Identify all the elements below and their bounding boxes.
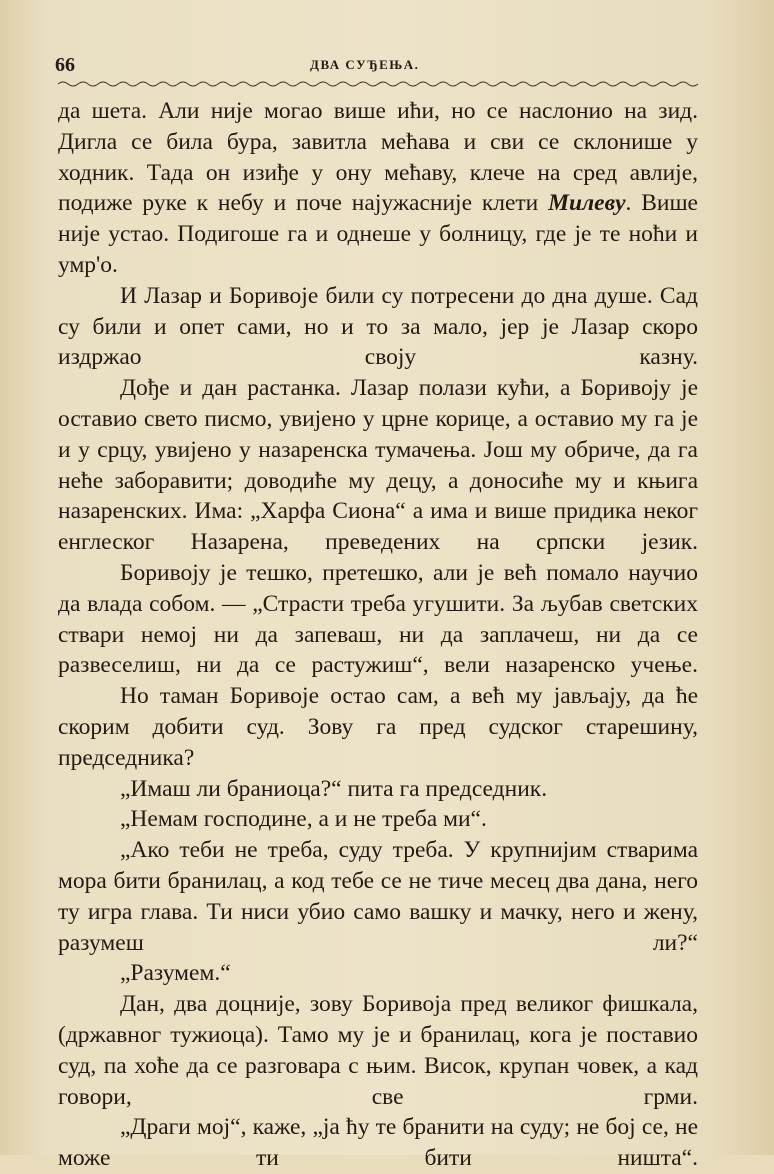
paragraph: Дође и дан растанка. Лазар полази кући, а Боривоју је оставио свето писмо, увијено у црне корице, а оставио му га је и у срцу, увијено у назаренска тумачења. Још му обриче, да га неће заборавити; доводиће му децу, а доносиће му и књига назаренских. Има: „Харфа Сиона“ а има и више придика неког енглеског Назарена, преведених на српски језик. bbox=[58, 375, 698, 556]
page-header bbox=[55, 54, 695, 78]
dialogue-line: „Имаш ли браниоца?“ пита га председник. bbox=[120, 775, 548, 802]
dialogue-line: „Немам господине, а и не треба ми“. bbox=[120, 806, 487, 833]
page-number: 66 bbox=[55, 54, 75, 76]
body-text bbox=[58, 96, 698, 1174]
paragraph: И Лазар и Боривоје били су потресени до дна душе. Сад су били и опет сами, но и то за мало, јер је Лазар скоро издржао своју казну. bbox=[58, 282, 698, 371]
emphasized-name: Милеву bbox=[548, 190, 626, 217]
running-title: ДВА СУЂЕЊА. bbox=[310, 57, 420, 72]
paragraph: Боривоју је тешко, претешко, али је већ помало научио да влада собом. — „Страсти треба угушити. За љубав светских ствари немој ни да запеваш, ни да заплачеш, ни да се развеселиш, ни да се растужиш“, вели назаренско учење. bbox=[58, 559, 698, 679]
paragraph: Но таман Боривоје остао сам, а већ му јављају, да ће скорим добити суд. Зову га пред судског старешину, председника? bbox=[58, 683, 698, 771]
paragraph: „Драги мој“, каже, „ја ћу те бранити на суду; не бој се, не може ти бити ништа“. bbox=[58, 1114, 698, 1172]
paragraph: да шета. Али није могао више ићи, но се наслонио на зид. Дигла се била бура, завитла мећава и сви се склонише у ходник. Тада он изиђе у ону мећаву, клече на сред авлије, подиже руке к небу и поче најужасније клети Милеву. Више није устао. Подигоше га и однеше у болницу, где је те ноћи и умр'о. bbox=[58, 98, 698, 278]
paragraph: „Ако теби не треба, суду треба. У крупнијим стварима мора бити бранилац, а код тебе се не тиче месец два дана, него ту игра глава. Ти ниси убио само вашку и мачку, него и жену, разумеш ли?“ bbox=[58, 837, 698, 956]
header-wavy-rule bbox=[58, 80, 698, 88]
dialogue-line: „Разумем.“ bbox=[120, 960, 231, 987]
paragraph: Дан, два доцније, зову Боривоја пред великог фишкала, (државног тужиоца). Тамо му је и бранилац, кога је поставио суд, па хоће да се разговара с њим. Висок, крупан човек, а кад говори, све грми. bbox=[58, 991, 698, 1110]
